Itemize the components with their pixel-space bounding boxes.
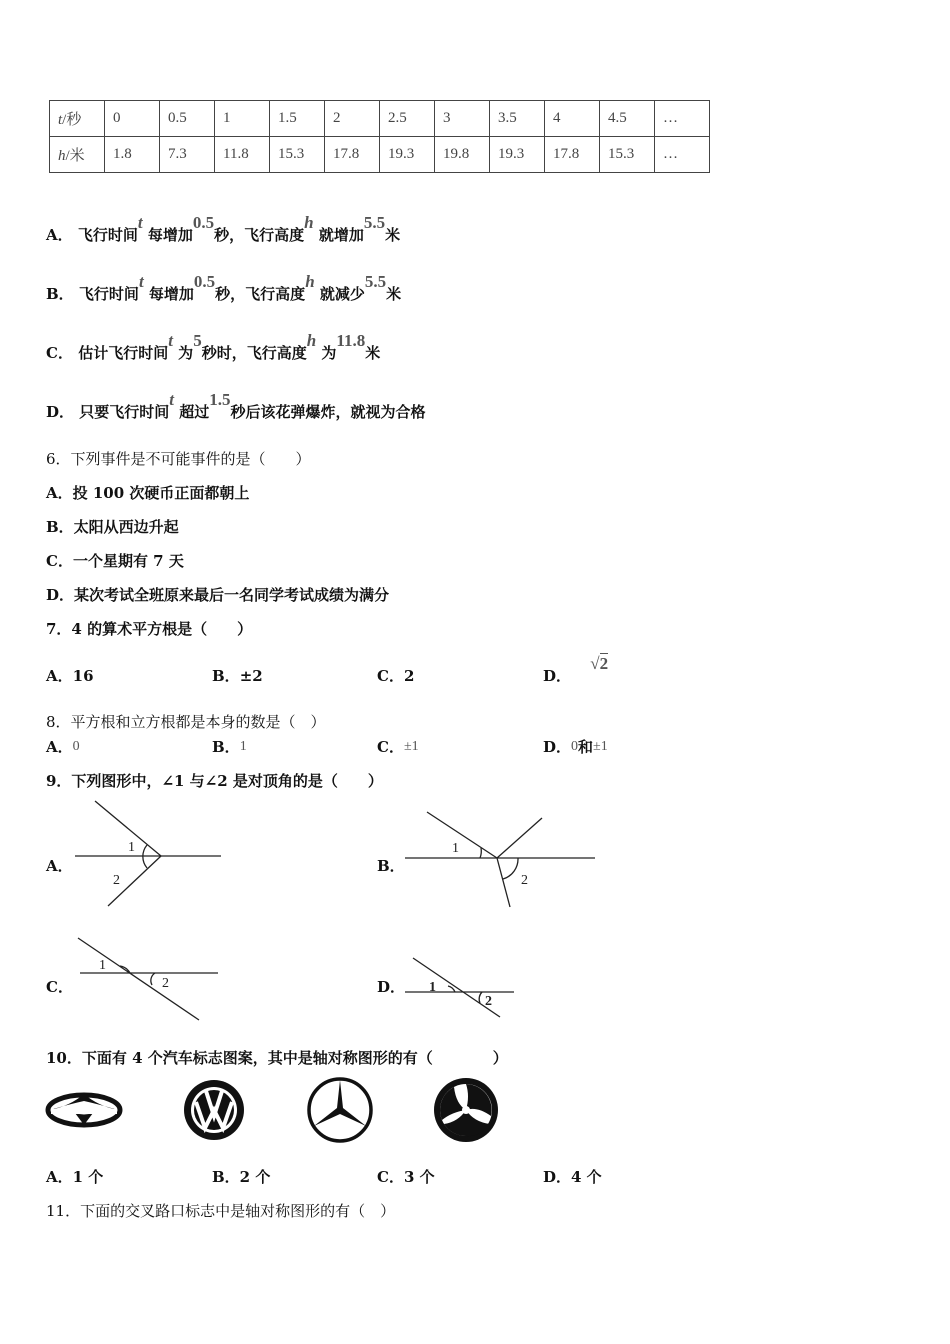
option-letter: C． bbox=[377, 738, 404, 756]
sqrt-expression bbox=[590, 654, 608, 673]
option-letter: B． bbox=[212, 667, 240, 685]
q7-option-b bbox=[212, 665, 263, 686]
unit-sec: /秒 bbox=[62, 112, 82, 128]
option-letter: B． bbox=[212, 738, 240, 756]
q9-option-a-label: A． bbox=[46, 857, 73, 875]
option-letter: C． bbox=[46, 344, 73, 362]
table-cell: 4.5 bbox=[600, 101, 655, 137]
table-row-h bbox=[50, 137, 710, 173]
option-letter: A． bbox=[46, 738, 73, 756]
q9-option-b-label: B． bbox=[377, 857, 405, 875]
var-h: h bbox=[58, 148, 66, 164]
q9-stem: 9．下列图形中，∠1 与∠2 是对顶角的是（ ） bbox=[46, 772, 383, 790]
option-text: 16 bbox=[72, 667, 94, 685]
table-cell: … bbox=[655, 137, 710, 173]
math-var: t bbox=[137, 213, 143, 232]
q9-option-c-label: C． bbox=[46, 978, 73, 996]
option-letter: C． bbox=[377, 667, 404, 685]
angle-2-label: 2 bbox=[521, 873, 528, 888]
q6-option-b: B．太阳从西边升起 bbox=[46, 518, 179, 536]
q10-option-c: C．3 个 bbox=[377, 1168, 435, 1186]
option-letter: A． bbox=[46, 226, 73, 244]
q7-option-a bbox=[46, 665, 94, 686]
angle-1-label: 1 bbox=[452, 841, 459, 856]
table-cell: 4 bbox=[545, 101, 600, 137]
option-text: 就增加 bbox=[318, 226, 364, 244]
math-number: 0 bbox=[72, 739, 80, 754]
q7-option-c bbox=[377, 665, 414, 686]
math-number: ±1 bbox=[593, 739, 608, 754]
option-text: 秒后该花弹爆炸，就视为合格 bbox=[230, 403, 426, 421]
option-letter: D． bbox=[543, 667, 572, 685]
volkswagen-logo bbox=[182, 1078, 246, 1142]
angle-1-label: 1 bbox=[99, 958, 106, 973]
q10-stem: 10．下面有 4 个汽车标志图案，其中是轴对称图形的有（ ） bbox=[46, 1049, 508, 1067]
option-text: 为 bbox=[321, 344, 337, 362]
row-label-h bbox=[50, 137, 105, 173]
q9-figure-c bbox=[75, 935, 225, 1025]
option-text: 为 bbox=[178, 344, 194, 362]
table-cell: 19.3 bbox=[380, 137, 435, 173]
math-var: t bbox=[138, 272, 144, 291]
math-var: h bbox=[306, 331, 317, 350]
option-text: 超过 bbox=[179, 403, 210, 421]
table-cell: 19.8 bbox=[435, 137, 490, 173]
q7-option-d bbox=[543, 654, 609, 686]
q10-option-b: B．2 个 bbox=[212, 1168, 271, 1186]
q6-option-a: A．投 100 次硬币正面都朝上 bbox=[46, 484, 250, 502]
q9-figure-d bbox=[400, 955, 520, 1020]
option-text: 每增加 bbox=[148, 285, 194, 303]
table-cell: 1.8 bbox=[105, 137, 160, 173]
mercedes-logo bbox=[306, 1076, 374, 1144]
q8-option-a bbox=[46, 736, 80, 757]
table-cell: 17.8 bbox=[325, 137, 380, 173]
option-text: 就减少 bbox=[319, 285, 365, 303]
option-text: 秒，飞行高度 bbox=[214, 226, 305, 244]
option-text: 飞行时间 bbox=[78, 285, 139, 303]
math-number: 1 bbox=[239, 739, 247, 754]
option-letter: B． bbox=[46, 285, 74, 303]
q6-option-c: C．一个星期有 7 天 bbox=[46, 552, 184, 570]
data-table bbox=[49, 100, 710, 173]
table-cell: 19.3 bbox=[490, 137, 545, 173]
table-cell: … bbox=[655, 101, 710, 137]
table-cell: 0 bbox=[105, 101, 160, 137]
table-row-t bbox=[50, 101, 710, 137]
infiniti-logo bbox=[44, 1090, 124, 1130]
math-var: t bbox=[168, 331, 173, 350]
math-var: t bbox=[169, 390, 174, 409]
option-letter: A． bbox=[46, 667, 73, 685]
q6-stem: 6．下列事件是不可能事件的是（ ） bbox=[46, 450, 311, 468]
option-text: 2 bbox=[403, 667, 415, 685]
q5-option-b bbox=[46, 272, 402, 304]
q9-option-d-label: D． bbox=[377, 978, 406, 996]
q9-figure-a bbox=[70, 798, 225, 910]
table-cell: 15.3 bbox=[600, 137, 655, 173]
option-text: 飞行时间 bbox=[77, 226, 138, 244]
table-cell: 3.5 bbox=[490, 101, 545, 137]
angle-2-label: 2 bbox=[162, 976, 169, 991]
option-text: 米 bbox=[365, 344, 381, 362]
option-letter: D． bbox=[46, 403, 75, 421]
table-cell: 1.5 bbox=[270, 101, 325, 137]
q5-option-c bbox=[46, 331, 381, 363]
math-number: 5 bbox=[193, 331, 202, 350]
q5-option-d bbox=[46, 390, 426, 422]
math-number: 5.5 bbox=[363, 213, 386, 232]
option-text: 每增加 bbox=[147, 226, 193, 244]
math-number: 1.5 bbox=[209, 390, 231, 409]
option-text: 秒，飞行高度 bbox=[215, 285, 306, 303]
math-number: 0.5 bbox=[192, 213, 215, 232]
table-cell: 15.3 bbox=[270, 137, 325, 173]
dongfeng-logo bbox=[432, 1076, 500, 1144]
table-cell: 1 bbox=[215, 101, 270, 137]
radicand: 2 bbox=[599, 654, 609, 673]
angle-1-label: 1 bbox=[429, 980, 436, 995]
q8-option-d bbox=[543, 736, 608, 757]
option-letter: D． bbox=[543, 738, 572, 756]
q11-stem: 11．下面的交叉路口标志中是轴对称图形的有（ ） bbox=[46, 1202, 396, 1220]
q6-option-d: D．某次考试全班原来最后一名同学考试成绩为满分 bbox=[46, 586, 390, 604]
option-text: 只要飞行时间 bbox=[79, 403, 170, 421]
option-text: 和 bbox=[578, 738, 594, 756]
q10-option-d: D．4 个 bbox=[543, 1168, 602, 1186]
option-text: 米 bbox=[385, 226, 401, 244]
option-text: 米 bbox=[386, 285, 402, 303]
q5-option-a bbox=[46, 213, 401, 245]
q10-option-a: A．1 个 bbox=[46, 1168, 104, 1186]
math-var: h bbox=[305, 272, 315, 291]
table-cell: 11.8 bbox=[215, 137, 270, 173]
math-number: 11.8 bbox=[336, 331, 366, 350]
option-text: ±2 bbox=[239, 667, 263, 685]
table-cell: 17.8 bbox=[545, 137, 600, 173]
math-number: 5.5 bbox=[364, 272, 387, 291]
q8-option-b bbox=[212, 736, 247, 757]
q7-stem: 7．4 的算术平方根是（ ） bbox=[46, 620, 253, 638]
table-cell: 7.3 bbox=[160, 137, 215, 173]
unit-meter: /米 bbox=[65, 148, 85, 164]
q8-stem: 8．平方根和立方根都是本身的数是（ ） bbox=[46, 713, 326, 731]
q8-option-c bbox=[377, 736, 419, 757]
table-cell: 3 bbox=[435, 101, 490, 137]
math-number: 0 bbox=[571, 739, 579, 754]
table-cell: 2 bbox=[325, 101, 380, 137]
option-text: 估计飞行时间 bbox=[78, 344, 169, 362]
math-number: 0.5 bbox=[193, 272, 216, 291]
option-text: 秒时，飞行高度 bbox=[201, 344, 307, 362]
var-t: t bbox=[58, 112, 63, 128]
row-label-t bbox=[50, 101, 105, 137]
math-var: h bbox=[304, 213, 314, 232]
angle-1-label: 1 bbox=[128, 840, 135, 855]
sqrt-sign: √ bbox=[590, 654, 600, 673]
angle-2-label: 2 bbox=[113, 873, 120, 888]
table-cell: 2.5 bbox=[380, 101, 435, 137]
angle-2-label: 2 bbox=[485, 994, 492, 1009]
table-cell: 0.5 bbox=[160, 101, 215, 137]
q9-figure-b bbox=[400, 810, 600, 910]
math-number: ±1 bbox=[403, 739, 419, 754]
